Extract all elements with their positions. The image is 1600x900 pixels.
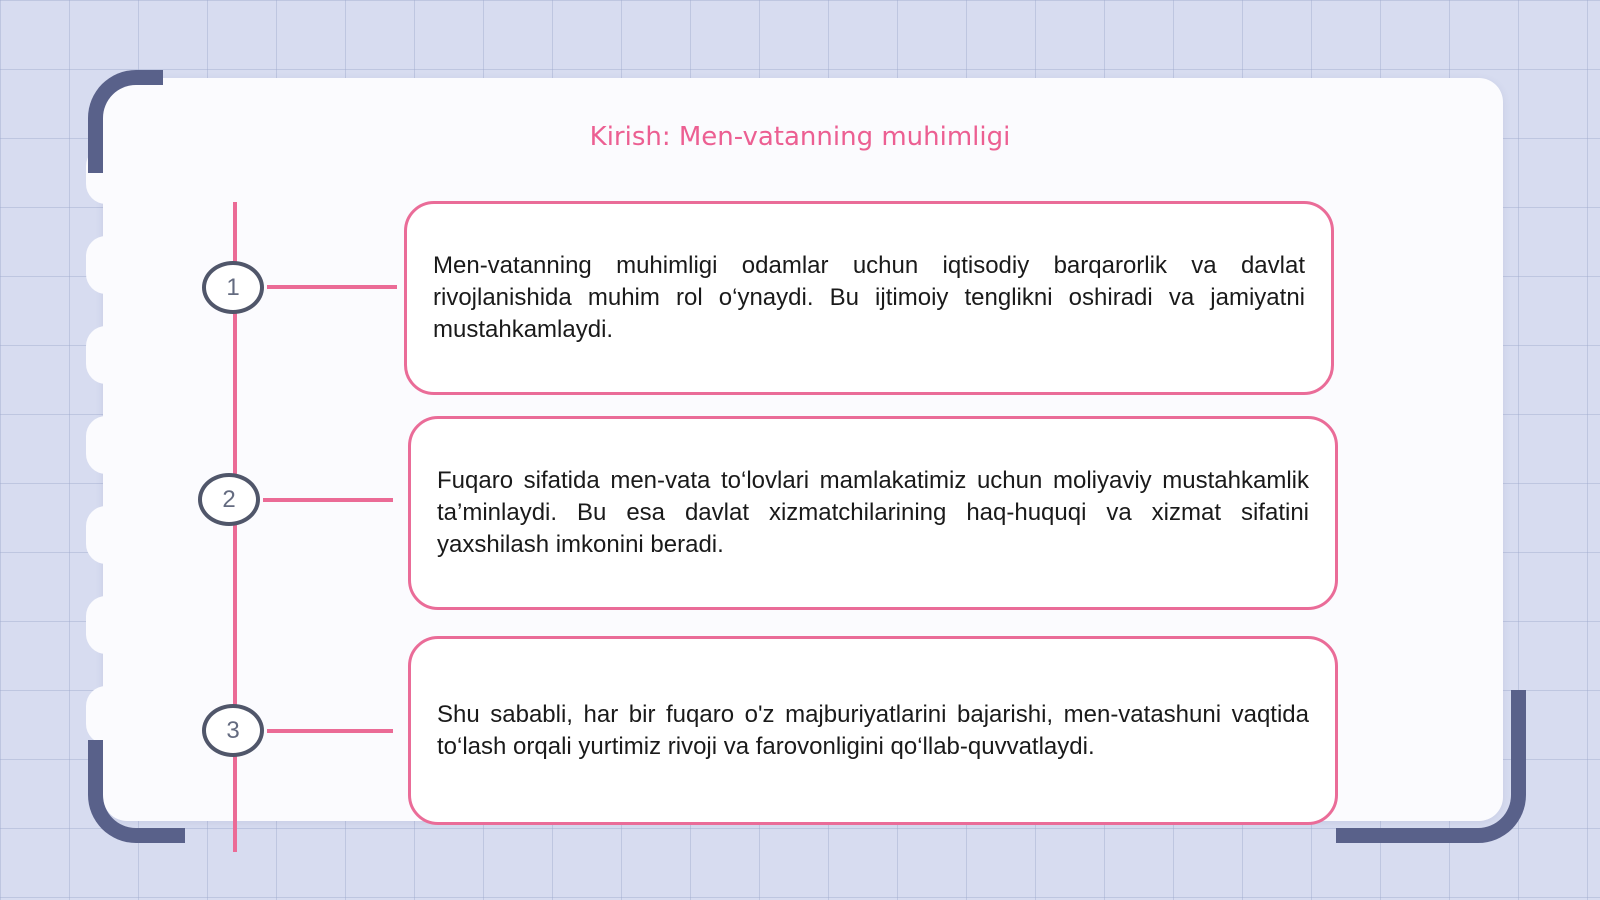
- step-text-2: Fuqaro sifatida men-vata to‘lovlari mamlakatimiz uchun moliyaviy mustahkamlik ta’minlaydi. Bu esa davlat xizmatchilarining haq-huquqi va xizmat sifatini yaxshilash imkonini beradi.: [437, 467, 1309, 558]
- page-title: Kirish: Men-vatanning muhimligi: [589, 122, 1011, 152]
- page-notch: [86, 416, 126, 474]
- step-card-2: [408, 416, 1338, 610]
- step-card-3: [408, 636, 1338, 825]
- page-notch: [86, 236, 126, 294]
- timeline-connector: [267, 285, 397, 289]
- page-notch: [86, 596, 126, 654]
- step-number-2: 2: [198, 473, 260, 526]
- step-text-1: Men-vatanning muhimligi odamlar uchun iqtisodiy barqarorlik va davlat rivojlanishida muhim rol o‘ynaydi. Bu ijtimoiy tenglikni oshiradi va jamiyatni mustahkamlaydi.: [433, 252, 1305, 343]
- step-number-1: 1: [202, 261, 264, 314]
- timeline-connector: [267, 729, 393, 733]
- step-card-1: [404, 201, 1334, 395]
- page-notch: [86, 326, 126, 384]
- page-notch: [86, 686, 126, 744]
- timeline-connector: [263, 498, 393, 502]
- corner-bracket-bottom-left: [88, 740, 185, 843]
- step-text-3: Shu sababli, har bir fuqaro o'z majburiyatlarini bajarishi, men-vatashuni vaqtida to‘lash orqali yurtimiz rivoji va farovonligini qo‘llab-quvvatlaydi.: [437, 700, 1309, 760]
- step-number-3: 3: [202, 704, 264, 757]
- corner-bracket-bottom-right: [1336, 690, 1526, 843]
- page-notch: [86, 506, 126, 564]
